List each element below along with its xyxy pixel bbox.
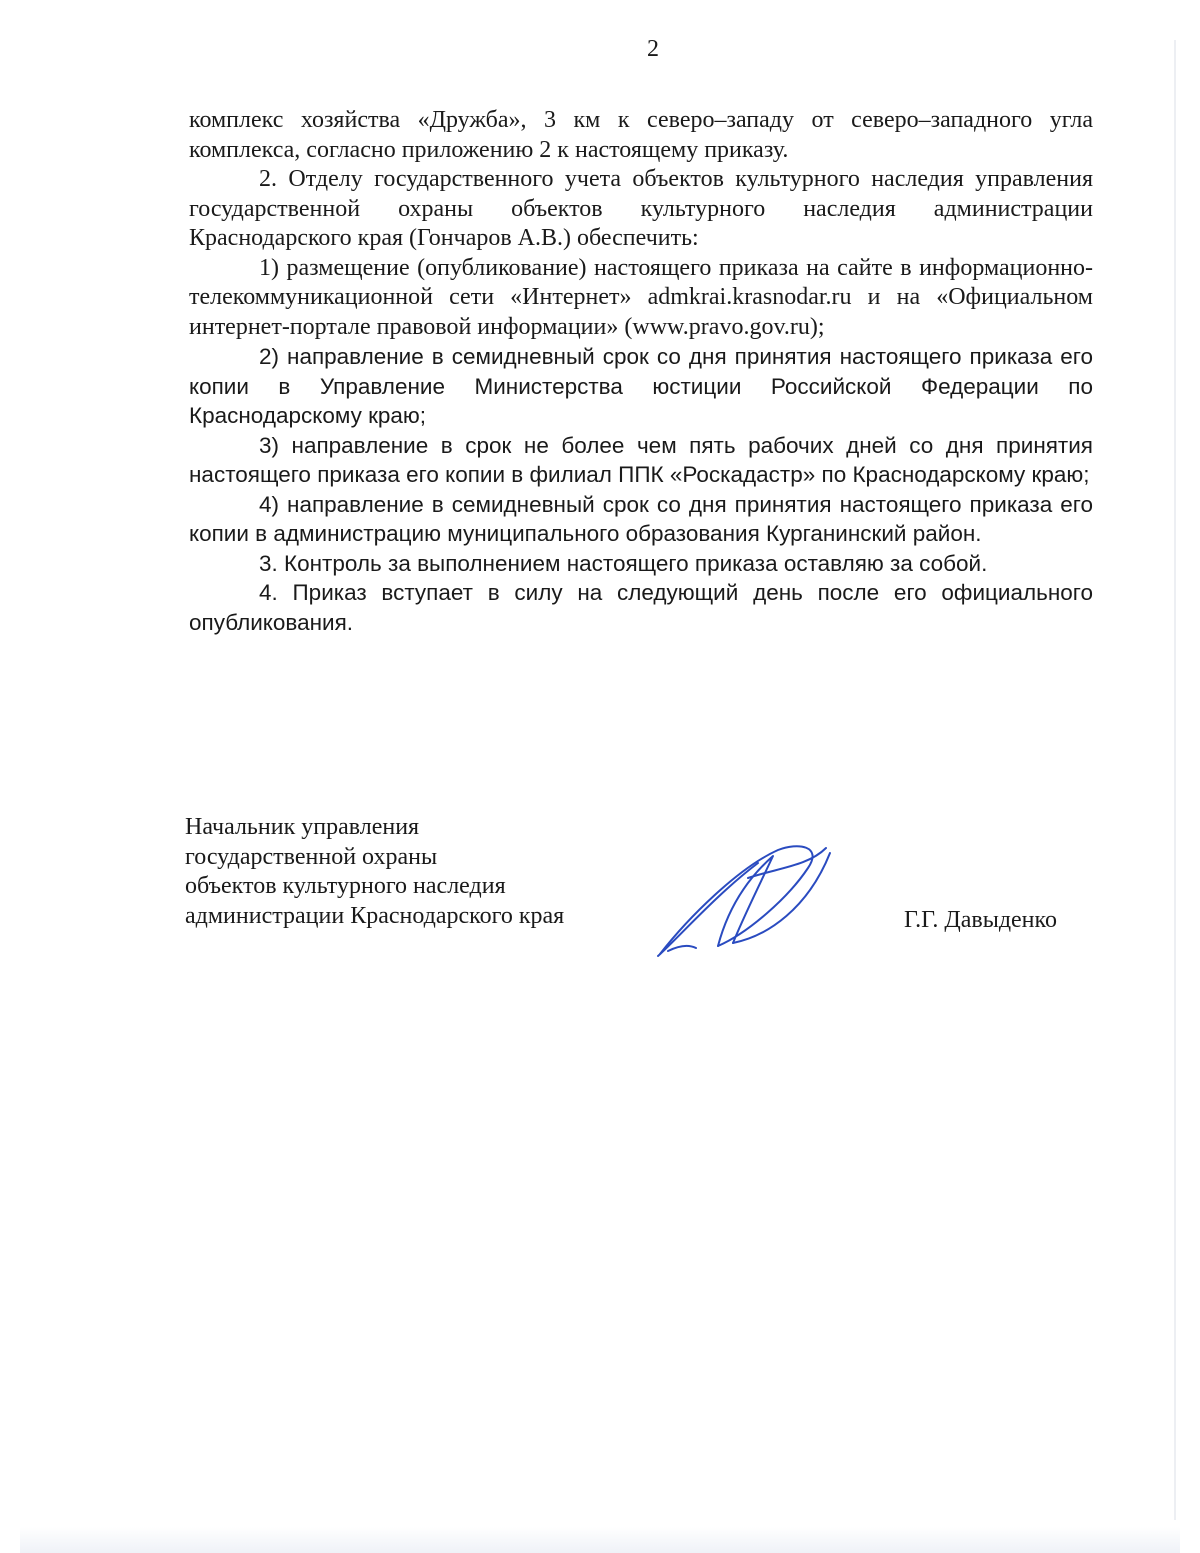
scan-edge-right bbox=[1174, 40, 1176, 1520]
signatory-title-line: государственной охраны bbox=[185, 843, 438, 870]
page-number: 2 bbox=[647, 36, 659, 62]
paragraph-subitem-4: 4) направление в семидневный срок со дня принятия настоящего приказа его копии в администрацию муниципального образования Курганинский район. bbox=[189, 491, 1093, 546]
paragraph-item-2: 2. Отделу государственного учета объектов культурного наследия управления государственной охраны объектов культурного наследия администрации Краснодарского края (Гончаров А.В.) обеспечить: bbox=[189, 166, 1093, 251]
signatory-title-line: Начальник управления bbox=[185, 814, 420, 840]
scan-edge-bottom bbox=[20, 1527, 1180, 1553]
signatory-title-line: объектов культурного наследия bbox=[185, 873, 506, 899]
handwritten-signature bbox=[648, 838, 838, 968]
paragraph-item-4: 4. Приказ вступает в силу на следующий день после его официального опубликования. bbox=[189, 580, 1093, 635]
signatory-title-line: администрации Краснодарского края bbox=[185, 902, 565, 929]
paragraph-item-3: 3. Контроль за выполнением настоящего приказа оставляю за собой. bbox=[259, 550, 988, 576]
signatory-title bbox=[185, 813, 564, 931]
paragraph-continuation: комплекс хозяйства «Дружба», 3 км к северо–западу от северо–западного угла комплекса, согласно приложению 2 к настоящему приказу. bbox=[189, 107, 1093, 163]
paragraph-subitem-1: 1) размещение (опубликование) настоящего приказа на сайте в информационно-телекоммуникационной сети «Интернет» admkrai.krasnodar.ru и на «Официальном интернет-портале правовой информации» (www.pravo.gov.ru); bbox=[189, 254, 1093, 340]
paragraph-subitem-2: 2) направление в семидневный срок со дня принятия настоящего приказа его копии в Управление Министерства юстиции Российской Федерации по Краснодарскому краю; bbox=[189, 344, 1093, 428]
signer-name: Г.Г. Давыденко bbox=[904, 907, 1057, 933]
paragraph-subitem-3: 3) направление в срок не более чем пять рабочих дней со дня принятия настоящего приказа его копии в филиал ППК «Роскадастр» по Краснодарскому краю; bbox=[189, 432, 1093, 487]
document-body bbox=[189, 106, 1093, 637]
